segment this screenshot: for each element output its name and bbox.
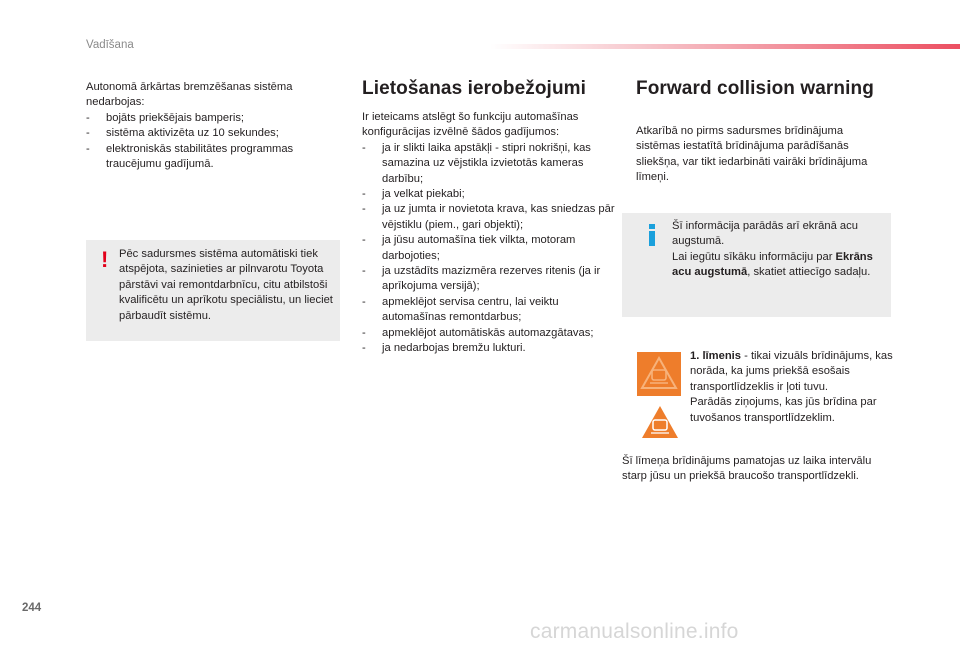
column-usage-limits (362, 78, 620, 357)
list-item: - ja nedarbojas bremžu lukturi. (362, 341, 620, 356)
page-number: 244 (22, 602, 42, 614)
col1-list (86, 111, 336, 173)
list-item: - ja velkat piekabi; (362, 187, 620, 202)
exclamation-icon: ! (101, 247, 109, 272)
header-gradient-bar (490, 44, 960, 49)
hud-reference: Ekrāns acu augstumā (672, 250, 873, 279)
info-line-1: Šī informācija parādās arī ekrānā acu augstumā. (672, 220, 858, 248)
column-autonomous-braking (86, 80, 336, 172)
list-item: - sistēma aktivizēta uz 10 sekundes; (86, 126, 336, 141)
level-1-message: Parādās ziņojums, kas jūs brīdina par tuvošanos transportlīdzeklim. (690, 396, 877, 424)
list-item: - ja jūsu automašīna tiek vilkta, motoram darbojoties; (362, 233, 620, 264)
list-item: - ja uz jumta ir novietota krava, kas sniedzas pār vējstiklu (piem., gari objekti); (362, 202, 620, 233)
list-item: - elektroniskās stabilitātes programmas traucējumu gadījumā. (86, 142, 336, 173)
warning-box (86, 240, 340, 341)
col2-list (362, 141, 620, 357)
list-item: - apmeklējot servisa centru, lai veiktu automašīnas remontdarbus; (362, 295, 620, 326)
list-item: - apmeklējot automātiskās automazgātavas; (362, 326, 620, 341)
warning-text: Pēc sadursmes sistēma automātiski tiek atspējota, sazinieties ar pilnvarotu Toyota pārstāvi vai remontdarbnīcu, citu atbilstoši kvalificētu un aprīkotu speciālistu, un lieciet pārbaudīt sistēmu. (119, 248, 333, 322)
collision-warning-triangle-icon (640, 404, 680, 440)
list-item: - bojāts priekšējais bamperis; (86, 111, 336, 126)
section-title: Vadīšana (86, 39, 134, 51)
col3-intro: Atkarībā no pirms sadursmes brīdinājuma sistēmas iestatītā brīdinājuma parādīšanās sliekšņa, var tikt iedarbināti vairāki brīdinājuma līmeņi. (636, 125, 868, 184)
forward-collision-heading: Forward collision warning (636, 78, 874, 99)
col1-intro: Autonomā ārkārtas bremzēšanas sistēma nedarbojas: (86, 81, 293, 109)
col2-intro: Ir ieteicams atslēgt šo funkciju automašīnas konfigurācijas izvēlnē šādos gadījumos: (362, 111, 579, 139)
info-line-2: Lai iegūtu sīkāku informāciju par Ekrāns acu augstumā, skatiet attiecīgo sadaļu. (672, 250, 873, 279)
list-item: - ja uzstādīts mazizmēra rezerves ritenis (ja ir aprīkojuma versijā); (362, 264, 620, 295)
collision-warning-icon (637, 352, 681, 396)
info-box (622, 213, 891, 317)
list-item: - ja ir slikti laika apstākļi - stipri nokrišņi, kas samazina uz vējstikla izvietotās kameras darbību; (362, 141, 620, 187)
level-outro: Šī līmeņa brīdinājums pamatojas uz laika intervālu starp jūsu un priekšā braucošo transportlīdzekli. (622, 455, 872, 483)
watermark: carmanualsonline.info (530, 620, 739, 643)
level-1-label: 1. līmenis (690, 350, 741, 362)
level-1-description: 1. līmenis - tikai vizuāls brīdinājums, kas norāda, ka jums priekšā esošais transportlīdzeklis ir ļoti tuvu. Parādās ziņojums, kas jūs brīdina par tuvošanos transportlīdzeklim. (690, 349, 895, 426)
column-forward-collision (636, 78, 894, 184)
info-icon (648, 224, 656, 246)
usage-limits-heading: Lietošanas ierobežojumi (362, 78, 587, 99)
